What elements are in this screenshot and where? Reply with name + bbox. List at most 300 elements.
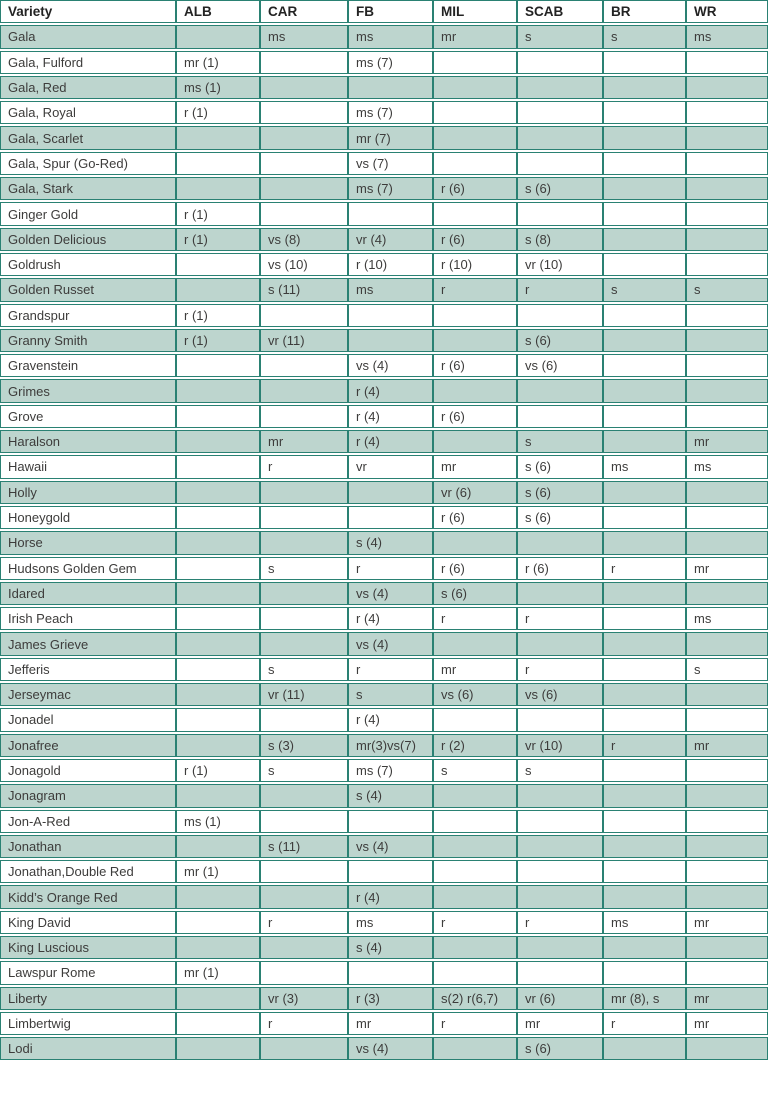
rating-cell — [433, 126, 517, 149]
table-row — [0, 25, 768, 48]
rating-cell: mr — [686, 987, 768, 1010]
rating-cell — [176, 430, 260, 453]
rating-cell: mr — [686, 911, 768, 934]
rating-cell — [433, 379, 517, 402]
rating-cell: ms — [686, 607, 768, 630]
rating-cell — [603, 531, 686, 554]
rating-cell: s — [603, 25, 686, 48]
rating-cell — [603, 228, 686, 251]
rating-cell: mr — [433, 658, 517, 681]
variety-cell: Idared — [0, 582, 176, 605]
rating-cell — [517, 51, 603, 74]
rating-cell: r (4) — [348, 430, 433, 453]
table-row — [0, 152, 768, 175]
rating-cell — [176, 278, 260, 301]
rating-cell — [176, 835, 260, 858]
variety-cell: Jonagram — [0, 784, 176, 807]
rating-cell — [603, 860, 686, 883]
rating-cell: r (10) — [433, 253, 517, 276]
rating-cell: r (6) — [433, 506, 517, 529]
rating-cell: mr — [686, 430, 768, 453]
rating-cell — [260, 177, 348, 200]
variety-cell: Goldrush — [0, 253, 176, 276]
rating-cell — [433, 202, 517, 225]
table-row — [0, 835, 768, 858]
rating-cell — [603, 885, 686, 908]
rating-cell: s — [348, 683, 433, 706]
rating-cell — [260, 1037, 348, 1060]
rating-cell — [433, 835, 517, 858]
rating-cell — [603, 202, 686, 225]
table-row — [0, 708, 768, 731]
column-header-alb: ALB — [176, 0, 260, 23]
rating-cell — [433, 152, 517, 175]
rating-cell — [176, 1012, 260, 1035]
rating-cell — [603, 481, 686, 504]
rating-cell: mr — [433, 455, 517, 478]
rating-cell: mr (1) — [176, 860, 260, 883]
variety-cell: Gala, Spur (Go-Red) — [0, 152, 176, 175]
rating-cell — [686, 632, 768, 655]
variety-cell: Liberty — [0, 987, 176, 1010]
rating-cell — [603, 759, 686, 782]
rating-cell: r — [603, 557, 686, 580]
rating-cell — [686, 885, 768, 908]
rating-cell: r — [260, 455, 348, 478]
rating-cell — [348, 304, 433, 327]
rating-cell — [603, 101, 686, 124]
table-body — [0, 25, 768, 1060]
rating-cell: s (4) — [348, 784, 433, 807]
rating-cell: mr (7) — [348, 126, 433, 149]
rating-cell: r (4) — [348, 885, 433, 908]
table-row — [0, 759, 768, 782]
column-header-wr: WR — [686, 0, 768, 23]
rating-cell: s (6) — [433, 582, 517, 605]
column-header-mil: MIL — [433, 0, 517, 23]
rating-cell: mr — [517, 1012, 603, 1035]
variety-cell: Grimes — [0, 379, 176, 402]
rating-cell — [260, 936, 348, 959]
rating-cell — [603, 708, 686, 731]
rating-cell: ms — [686, 25, 768, 48]
table-row — [0, 405, 768, 428]
rating-cell: s — [686, 278, 768, 301]
variety-cell: Jonadel — [0, 708, 176, 731]
rating-cell: vs (4) — [348, 1037, 433, 1060]
rating-cell — [260, 506, 348, 529]
rating-cell — [260, 126, 348, 149]
column-header-fb: FB — [348, 0, 433, 23]
rating-cell — [603, 126, 686, 149]
rating-cell — [603, 835, 686, 858]
variety-cell: Jonagold — [0, 759, 176, 782]
rating-cell — [603, 51, 686, 74]
rating-cell: r — [433, 278, 517, 301]
rating-cell — [433, 304, 517, 327]
rating-cell: r (4) — [348, 405, 433, 428]
rating-cell — [686, 354, 768, 377]
rating-cell: mr (1) — [176, 961, 260, 984]
rating-cell: vr (10) — [517, 734, 603, 757]
rating-cell: r — [348, 557, 433, 580]
rating-cell — [603, 379, 686, 402]
table-row — [0, 557, 768, 580]
rating-cell — [176, 152, 260, 175]
rating-cell — [686, 76, 768, 99]
rating-cell: r (1) — [176, 202, 260, 225]
rating-cell: r (1) — [176, 304, 260, 327]
variety-cell: Horse — [0, 531, 176, 554]
rating-cell: r — [433, 1012, 517, 1035]
rating-cell: s (4) — [348, 936, 433, 959]
table-row — [0, 329, 768, 352]
rating-cell — [260, 531, 348, 554]
rating-cell — [686, 860, 768, 883]
rating-cell: s(2) r(6,7) — [433, 987, 517, 1010]
rating-cell — [348, 202, 433, 225]
rating-cell — [176, 911, 260, 934]
rating-cell — [517, 126, 603, 149]
rating-cell — [686, 582, 768, 605]
variety-cell: Gala, Royal — [0, 101, 176, 124]
variety-cell: Lodi — [0, 1037, 176, 1060]
rating-cell — [603, 354, 686, 377]
rating-cell: r — [517, 911, 603, 934]
rating-cell: r (6) — [433, 557, 517, 580]
rating-cell — [348, 961, 433, 984]
variety-cell: Jon-A-Red — [0, 810, 176, 833]
rating-cell — [260, 784, 348, 807]
rating-cell — [686, 936, 768, 959]
rating-cell — [603, 936, 686, 959]
rating-cell — [260, 379, 348, 402]
rating-cell: ms (7) — [348, 51, 433, 74]
variety-cell: Grove — [0, 405, 176, 428]
header-row — [0, 0, 768, 23]
variety-cell: Limbertwig — [0, 1012, 176, 1035]
variety-cell: Gala, Scarlet — [0, 126, 176, 149]
variety-cell: King David — [0, 911, 176, 934]
rating-cell: r (1) — [176, 228, 260, 251]
variety-cell: James Grieve — [0, 632, 176, 655]
table-row — [0, 101, 768, 124]
rating-cell — [348, 860, 433, 883]
rating-cell — [686, 531, 768, 554]
rating-cell: vr (11) — [260, 683, 348, 706]
rating-cell — [260, 632, 348, 655]
rating-cell — [433, 961, 517, 984]
rating-cell — [260, 885, 348, 908]
rating-cell — [517, 101, 603, 124]
rating-cell — [603, 506, 686, 529]
rating-cell: ms — [260, 25, 348, 48]
rating-cell — [686, 101, 768, 124]
rating-cell: s — [260, 658, 348, 681]
rating-cell: r — [603, 1012, 686, 1035]
rating-cell: r — [260, 1012, 348, 1035]
rating-cell — [603, 632, 686, 655]
variety-cell: Kidd’s Orange Red — [0, 885, 176, 908]
table-row — [0, 304, 768, 327]
rating-cell: mr — [686, 1012, 768, 1035]
rating-cell — [603, 582, 686, 605]
rating-cell: r — [517, 607, 603, 630]
variety-cell: Jonathan,Double Red — [0, 860, 176, 883]
table-row — [0, 51, 768, 74]
rating-cell: s — [603, 278, 686, 301]
rating-cell — [176, 582, 260, 605]
rating-cell — [176, 177, 260, 200]
rating-cell: r (6) — [433, 405, 517, 428]
rating-cell — [686, 835, 768, 858]
table-row — [0, 202, 768, 225]
variety-cell: Haralson — [0, 430, 176, 453]
rating-cell — [433, 329, 517, 352]
rating-cell — [176, 708, 260, 731]
table-row — [0, 885, 768, 908]
rating-cell: ms — [603, 911, 686, 934]
variety-cell: Jonafree — [0, 734, 176, 757]
rating-cell — [686, 177, 768, 200]
rating-cell: s (8) — [517, 228, 603, 251]
rating-cell — [603, 152, 686, 175]
rating-cell: r (4) — [348, 607, 433, 630]
rating-cell: vr (10) — [517, 253, 603, 276]
rating-cell — [517, 379, 603, 402]
table-row — [0, 683, 768, 706]
rating-cell: r (6) — [433, 228, 517, 251]
rating-cell — [433, 531, 517, 554]
rating-cell: s (6) — [517, 455, 603, 478]
variety-cell: Jonathan — [0, 835, 176, 858]
variety-cell: King Luscious — [0, 936, 176, 959]
table-row — [0, 455, 768, 478]
rating-cell: s (6) — [517, 1037, 603, 1060]
rating-cell — [433, 784, 517, 807]
table-row — [0, 961, 768, 984]
rating-cell — [433, 51, 517, 74]
table-row — [0, 734, 768, 757]
column-header-variety: Variety — [0, 0, 176, 23]
rating-cell — [517, 152, 603, 175]
rating-cell — [686, 506, 768, 529]
table-row — [0, 582, 768, 605]
variety-cell: Golden Russet — [0, 278, 176, 301]
table-row — [0, 987, 768, 1010]
rating-cell: s (11) — [260, 835, 348, 858]
rating-cell — [603, 253, 686, 276]
rating-cell — [176, 632, 260, 655]
rating-cell — [348, 76, 433, 99]
rating-cell — [603, 683, 686, 706]
rating-cell — [260, 961, 348, 984]
rating-cell — [517, 304, 603, 327]
rating-cell — [260, 76, 348, 99]
table-row — [0, 481, 768, 504]
rating-cell: mr — [433, 25, 517, 48]
rating-cell — [686, 784, 768, 807]
rating-cell: s (4) — [348, 531, 433, 554]
rating-cell — [686, 228, 768, 251]
rating-cell — [260, 304, 348, 327]
rating-cell: s — [686, 658, 768, 681]
rating-cell — [686, 1037, 768, 1060]
rating-cell — [176, 557, 260, 580]
rating-cell: r (4) — [348, 708, 433, 731]
rating-cell — [603, 961, 686, 984]
rating-cell — [603, 784, 686, 807]
rating-cell: r — [517, 658, 603, 681]
rating-cell: ms (1) — [176, 76, 260, 99]
rating-cell — [260, 481, 348, 504]
variety-cell: Gravenstein — [0, 354, 176, 377]
rating-cell — [517, 405, 603, 428]
rating-cell — [686, 961, 768, 984]
table-row — [0, 76, 768, 99]
variety-cell: Holly — [0, 481, 176, 504]
rating-cell — [686, 51, 768, 74]
rating-cell: r — [517, 278, 603, 301]
rating-cell — [176, 25, 260, 48]
rating-cell: r (1) — [176, 101, 260, 124]
column-header-scab: SCAB — [517, 0, 603, 23]
rating-cell: s — [433, 759, 517, 782]
rating-cell: s — [517, 759, 603, 782]
rating-cell: r (4) — [348, 379, 433, 402]
rating-cell — [603, 1037, 686, 1060]
rating-cell — [176, 734, 260, 757]
rating-cell — [603, 329, 686, 352]
column-header-car: CAR — [260, 0, 348, 23]
rating-cell: r (6) — [517, 557, 603, 580]
table-row — [0, 253, 768, 276]
rating-cell — [603, 177, 686, 200]
rating-cell — [260, 708, 348, 731]
rating-cell — [433, 708, 517, 731]
rating-cell — [260, 354, 348, 377]
rating-cell — [433, 936, 517, 959]
table-row — [0, 506, 768, 529]
rating-cell — [517, 860, 603, 883]
rating-cell — [260, 405, 348, 428]
variety-cell: Lawspur Rome — [0, 961, 176, 984]
rating-cell: vs (6) — [517, 683, 603, 706]
variety-cell: Honeygold — [0, 506, 176, 529]
rating-cell: mr(3)vs(7) — [348, 734, 433, 757]
rating-cell: r (1) — [176, 329, 260, 352]
rating-cell — [686, 759, 768, 782]
rating-cell: ms (7) — [348, 101, 433, 124]
rating-cell — [517, 810, 603, 833]
rating-cell — [603, 658, 686, 681]
rating-cell — [176, 885, 260, 908]
table-row — [0, 379, 768, 402]
rating-cell: vs (4) — [348, 354, 433, 377]
rating-cell: ms (1) — [176, 810, 260, 833]
rating-cell — [686, 253, 768, 276]
rating-cell — [176, 126, 260, 149]
rating-cell: s — [517, 25, 603, 48]
rating-cell: r — [348, 658, 433, 681]
rating-cell: s — [260, 759, 348, 782]
rating-cell: s (6) — [517, 481, 603, 504]
rating-cell: mr (8), s — [603, 987, 686, 1010]
rating-cell: vs (6) — [517, 354, 603, 377]
rating-cell — [433, 430, 517, 453]
rating-cell — [603, 430, 686, 453]
table-row — [0, 632, 768, 655]
rating-cell: mr — [260, 430, 348, 453]
rating-cell — [348, 506, 433, 529]
variety-cell: Jerseymac — [0, 683, 176, 706]
rating-cell: s (6) — [517, 506, 603, 529]
rating-cell — [176, 531, 260, 554]
column-header-br: BR — [603, 0, 686, 23]
rating-cell: s (6) — [517, 177, 603, 200]
rating-cell: r — [260, 911, 348, 934]
rating-cell: mr (1) — [176, 51, 260, 74]
rating-cell — [260, 582, 348, 605]
rating-cell — [348, 329, 433, 352]
rating-cell: vr (3) — [260, 987, 348, 1010]
rating-cell — [517, 936, 603, 959]
rating-cell — [517, 202, 603, 225]
rating-cell — [603, 405, 686, 428]
rating-cell: r — [603, 734, 686, 757]
variety-cell: Irish Peach — [0, 607, 176, 630]
rating-cell — [686, 683, 768, 706]
rating-cell: ms — [348, 25, 433, 48]
rating-cell — [433, 632, 517, 655]
rating-cell — [176, 936, 260, 959]
rating-cell: r (2) — [433, 734, 517, 757]
table-row — [0, 126, 768, 149]
rating-cell — [260, 51, 348, 74]
rating-cell — [686, 126, 768, 149]
rating-cell — [603, 76, 686, 99]
rating-cell — [686, 379, 768, 402]
variety-cell: Hudsons Golden Gem — [0, 557, 176, 580]
rating-cell — [176, 683, 260, 706]
rating-cell: vs (4) — [348, 835, 433, 858]
table-row — [0, 860, 768, 883]
variety-cell: Golden Delicious — [0, 228, 176, 251]
rating-cell — [517, 784, 603, 807]
rating-cell — [433, 76, 517, 99]
table-row — [0, 936, 768, 959]
table-row — [0, 1037, 768, 1060]
rating-cell — [517, 632, 603, 655]
rating-cell — [517, 76, 603, 99]
rating-cell: s — [517, 430, 603, 453]
rating-cell — [176, 784, 260, 807]
rating-cell — [686, 810, 768, 833]
rating-cell — [176, 607, 260, 630]
rating-cell: mr — [348, 1012, 433, 1035]
rating-cell: r (6) — [433, 177, 517, 200]
variety-cell: Gala, Fulford — [0, 51, 176, 74]
table-row — [0, 810, 768, 833]
rating-cell: vs (4) — [348, 582, 433, 605]
rating-cell: vr — [348, 455, 433, 478]
variety-cell: Jefferis — [0, 658, 176, 681]
rating-cell — [433, 1037, 517, 1060]
rating-cell — [517, 531, 603, 554]
rating-cell — [260, 202, 348, 225]
rating-cell — [176, 379, 260, 402]
rating-cell — [686, 152, 768, 175]
